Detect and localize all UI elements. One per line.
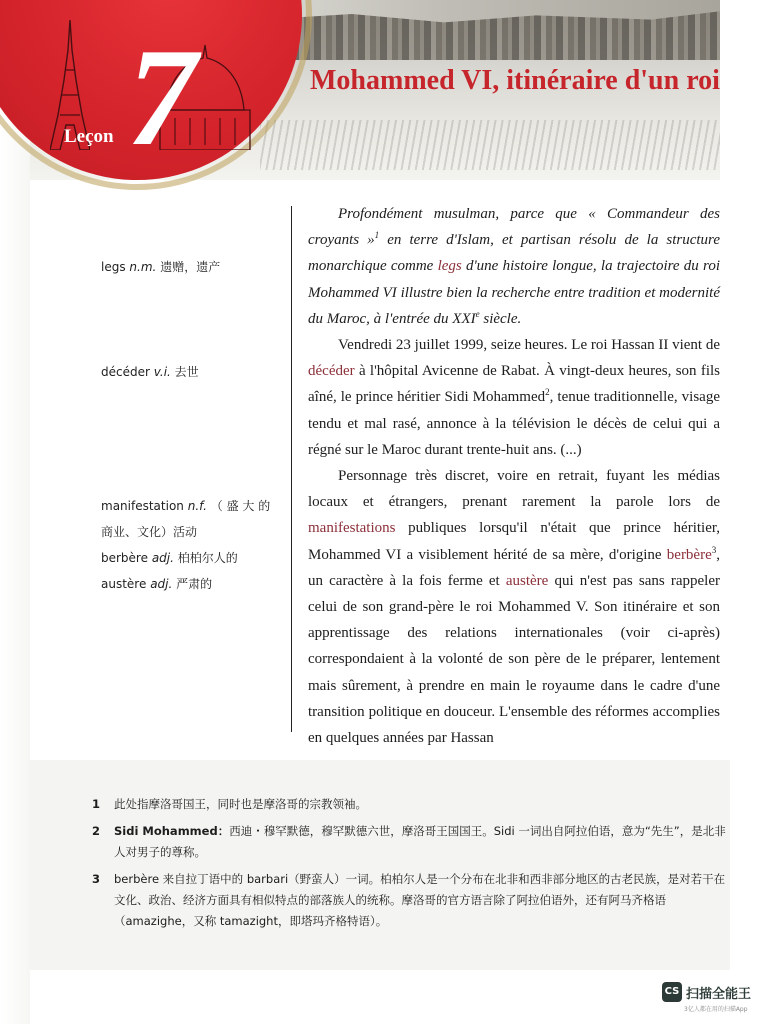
- glossary-pos: adj.: [151, 551, 174, 565]
- paragraph-1: Vendredi 23 juillet 1999, seize heures. Le roi Hassan II vient de décéder à l'hôpital Avicenne de Rabat. À vingt-deux heures, son fils aîné, le prince héritier Sidi Mohammed$^2$, tenue traditionnelle, visage tendu et mal rasé, annonce à la télévision le décès de celui qui a régné sur le Maroc durant trente-huit ans. (...): [308, 337, 720, 458]
- glossary-meaning: 柏柏尔人的: [177, 551, 238, 565]
- glossary-meaning: 遗赠，遗产: [160, 260, 221, 274]
- scanner-name: 扫描全能王: [686, 987, 752, 1002]
- footnote-2: [92, 821, 728, 863]
- glossed-word: manifestations: [308, 520, 396, 537]
- footnote-text: berbère 来自拉丁语中的 barbari（野蛮人）一词。柏柏尔人是一个分布在北非和西非部分地区的古老民族，是对若干在文化、政治、经济方面具有相似特点的部落族人的统称。摩洛哥的官方语言除了阿拉伯语外，还有阿马齐格语（amazighe，又称 tamazight，即塔玛齐格特语）。: [114, 872, 726, 928]
- lesson-label: Leçon: [64, 126, 114, 147]
- glossed-word: austère: [505, 572, 549, 589]
- column-divider: [291, 206, 292, 732]
- paragraph-intro: Profondément musulman, parce que « Commandeur des croyants »$^1$ en terre d'Islam, et partisan résolu de la structure monarchique comme legs d'une histoire longue, la trajectoire du roi Mohammed VI illustre bien la recherche entre tradition et modernité du Maroc, à l'entrée du XXIe siècle.: [308, 206, 720, 327]
- lesson-number: 7: [127, 20, 197, 175]
- article-body: [308, 201, 720, 751]
- footnote-number: 1: [92, 797, 101, 811]
- glossed-word: berbère: [666, 546, 712, 563]
- footnote-term: Sidi Mohammed：: [114, 824, 230, 838]
- glossary-meaning: 去世: [174, 365, 199, 379]
- glossed-word: legs: [437, 258, 462, 275]
- footnote-ref: 1: [374, 230, 380, 241]
- glossary-pos: v.i.: [153, 365, 171, 379]
- scanner-watermark-logo: [662, 982, 760, 1016]
- glossary-term: austère: [101, 577, 147, 591]
- glossary-entry-deceder: [101, 359, 281, 385]
- glossary-term: legs: [101, 260, 126, 274]
- glossary-pos: n.m.: [129, 260, 157, 274]
- footnote-number: 3: [92, 872, 101, 886]
- glossary-pos: n.f.: [187, 499, 207, 513]
- glossed-word: décéder: [308, 363, 355, 380]
- glossary-term: berbère: [101, 551, 148, 565]
- glossary-meaning: 严肃的: [176, 577, 213, 591]
- glossary-term: manifestation: [101, 499, 184, 513]
- footnote-ref: 3: [711, 544, 717, 555]
- glossary-pos: adj.: [150, 577, 173, 591]
- footnote-number: 2: [92, 824, 101, 838]
- scanner-badge-icon: CS: [662, 982, 682, 1002]
- page-title: Mohammed VI, itinéraire d'un roi: [310, 65, 720, 96]
- glossary-entry-berbere: [101, 545, 281, 571]
- footnote-1: [92, 794, 728, 815]
- footnote-3: [92, 869, 728, 932]
- paragraph-2: Personnage très discret, voire en retrait, fuyant les médias locaux et étrangers, prenant rarement la parole lors de manifestations publiques lorsqu'il n'était que prince héritier, Mohammed VI a visiblement hérité de sa mère, d'origine berbère$^3$, un caractère à la fois ferme et austère qui n'est pas sans rappeler celui de son grand-père le roi Mohammed V. Son itinéraire et son apprentissage des relations internationales (voir ci-après) correspondaient à la volonté de son père de le préparer, lentement mais sûrement, à prendre en main le royaume dans le cadre d'une transition politique en douceur. L'ensemble des réformes accomplies en quelques années par Hassan: [308, 468, 720, 747]
- glossary-meaning-cont: 商业、文化）活动: [101, 525, 198, 539]
- glossary-meaning: （ 盛 大 的: [210, 499, 271, 513]
- page-edge: [0, 0, 30, 1024]
- footnote-text: 此处指摩洛哥国王，同时也是摩洛哥的宗教领袖。: [114, 797, 367, 811]
- scanner-tagline: 3亿人都在用的扫描App: [684, 1006, 748, 1013]
- footnote-text: 西迪・穆罕默德，穆罕默德六世，摩洛哥王国国王。Sidi 一词出自阿拉伯语，意为“先生”，是北非人对男子的尊称。: [114, 824, 726, 859]
- glossary-entry-manifestation: [101, 493, 281, 545]
- glossary-entry-legs: [101, 254, 281, 280]
- glossary-entry-austere: [101, 571, 281, 597]
- footnote-ref: 2: [545, 387, 550, 398]
- glossary-term: décéder: [101, 365, 150, 379]
- footnotes: [92, 794, 728, 938]
- banner-grass: [260, 120, 720, 170]
